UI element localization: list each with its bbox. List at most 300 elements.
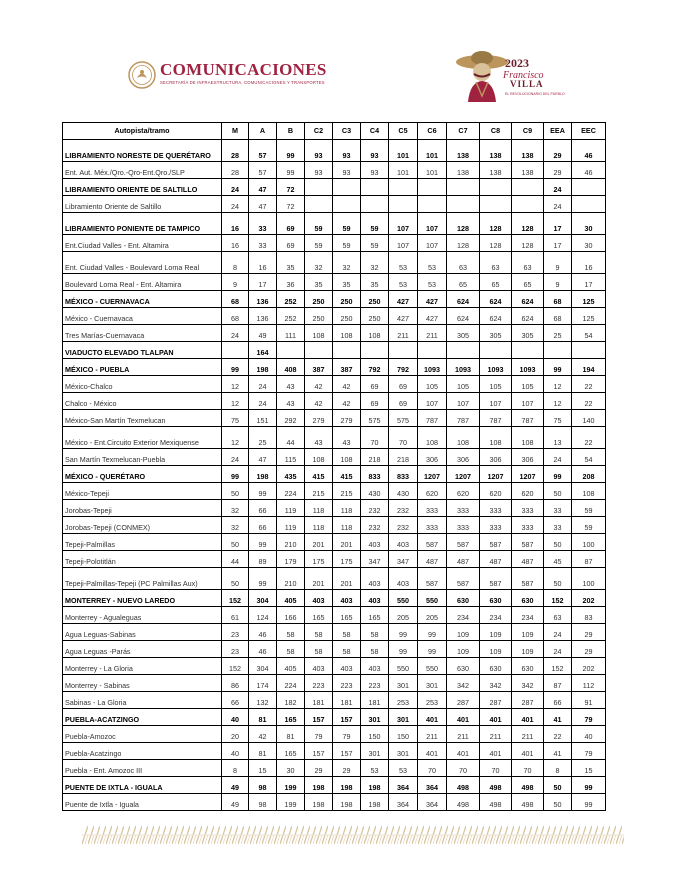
toll-cell: 624	[480, 308, 512, 325]
toll-cell: 138	[447, 140, 480, 162]
toll-cell: 35	[333, 274, 361, 291]
toll-cell: 182	[277, 692, 305, 709]
toll-cell: 72	[277, 196, 305, 213]
toll-cell: 624	[512, 308, 544, 325]
segment-name: Puebla - Ent. Amozoc III	[63, 760, 222, 777]
toll-cell: 107	[418, 213, 447, 235]
toll-cell: 24	[222, 449, 249, 466]
column-header-eea: EEA	[544, 123, 572, 140]
highway-name: PUENTE DE IXTLA - IGUALA	[63, 777, 222, 794]
toll-cell: 12	[544, 393, 572, 410]
toll-cell: 630	[480, 590, 512, 607]
table-section-row	[63, 709, 606, 726]
toll-cell: 179	[277, 551, 305, 568]
segment-name: Tres Marías-Cuernavaca	[63, 325, 222, 342]
toll-cell: 587	[447, 568, 480, 590]
toll-cell	[544, 342, 572, 359]
column-header-c8: C8	[480, 123, 512, 140]
toll-cell: 138	[480, 162, 512, 179]
table-row	[63, 252, 606, 274]
toll-cell: 108	[447, 427, 480, 449]
toll-cell: 333	[447, 517, 480, 534]
toll-cell: 12	[222, 427, 249, 449]
toll-cell: 194	[572, 359, 606, 376]
toll-cell: 333	[447, 500, 480, 517]
decorative-footer-band-icon	[82, 826, 624, 844]
toll-cell: 53	[418, 274, 447, 291]
toll-cell: 25	[249, 427, 277, 449]
toll-cell: 119	[277, 500, 305, 517]
toll-cell: 99	[544, 466, 572, 483]
toll-cell: 232	[389, 517, 418, 534]
table-row	[63, 393, 606, 410]
toll-cell: 305	[447, 325, 480, 342]
toll-cell: 333	[418, 500, 447, 517]
toll-cell: 53	[389, 274, 418, 291]
toll-cell: 42	[305, 376, 333, 393]
toll-cell: 68	[544, 308, 572, 325]
toll-cell: 630	[447, 658, 480, 675]
toll-cell: 108	[305, 325, 333, 342]
toll-cell: 250	[305, 291, 333, 308]
segment-name: México - Ent.Circuito Exterior Mexiquense	[63, 427, 222, 449]
toll-cell: 44	[222, 551, 249, 568]
toll-cell: 33	[544, 517, 572, 534]
toll-cell: 61	[222, 607, 249, 624]
toll-cell: 165	[333, 607, 361, 624]
toll-cell: 152	[544, 658, 572, 675]
toll-cell: 81	[277, 726, 305, 743]
toll-cell: 401	[447, 743, 480, 760]
toll-cell: 498	[480, 777, 512, 794]
toll-cell: 498	[512, 777, 544, 794]
toll-cell: 165	[277, 743, 305, 760]
toll-cell	[277, 342, 305, 359]
table-section-row	[63, 466, 606, 483]
toll-cell: 108	[418, 427, 447, 449]
toll-cell: 42	[333, 393, 361, 410]
segment-name: Puente de Ixtla - Iguala	[63, 794, 222, 811]
toll-cell: 68	[222, 308, 249, 325]
column-header-a: A	[249, 123, 277, 140]
toll-cell: 301	[361, 709, 389, 726]
toll-cell: 119	[277, 517, 305, 534]
year-label: 2023	[505, 56, 529, 70]
highway-name: MÉXICO - PUEBLA	[63, 359, 222, 376]
toll-cell: 57	[249, 162, 277, 179]
toll-cell: 401	[418, 709, 447, 726]
toll-cell: 43	[277, 376, 305, 393]
table-section-row	[63, 179, 606, 196]
table-row	[63, 376, 606, 393]
toll-cell: 70	[418, 760, 447, 777]
toll-cell: 415	[333, 466, 361, 483]
toll-cell: 157	[333, 743, 361, 760]
toll-cell: 415	[305, 466, 333, 483]
toll-cell: 53	[389, 760, 418, 777]
toll-cell: 50	[544, 794, 572, 811]
toll-cell: 24	[249, 393, 277, 410]
toll-cell	[418, 196, 447, 213]
toll-cell: 29	[544, 140, 572, 162]
segment-name: Boulevard Loma Real - Ent. Altamira	[63, 274, 222, 291]
toll-cell: 301	[389, 709, 418, 726]
toll-cell: 487	[418, 551, 447, 568]
toll-cell: 306	[418, 449, 447, 466]
table-row	[63, 427, 606, 449]
toll-cell	[512, 196, 544, 213]
toll-cell: 587	[512, 534, 544, 551]
toll-cell: 108	[512, 427, 544, 449]
toll-cell: 100	[572, 534, 606, 551]
toll-cell: 99	[222, 359, 249, 376]
segment-name: Agua Leguas -Parás	[63, 641, 222, 658]
column-header-c2: C2	[305, 123, 333, 140]
toll-cell	[480, 179, 512, 196]
toll-cell: 9	[544, 252, 572, 274]
toll-cell: 301	[418, 675, 447, 692]
toll-cell: 29	[544, 162, 572, 179]
toll-cell: 630	[512, 590, 544, 607]
segment-name: México-San Martín Texmelucan	[63, 410, 222, 427]
toll-table	[62, 122, 606, 811]
toll-cell: 427	[418, 291, 447, 308]
toll-cell: 181	[305, 692, 333, 709]
toll-cell: 403	[389, 534, 418, 551]
toll-cell: 306	[480, 449, 512, 466]
segment-name: México-Tepeji	[63, 483, 222, 500]
toll-cell: 487	[447, 551, 480, 568]
toll-cell: 136	[249, 308, 277, 325]
table-row	[63, 794, 606, 811]
toll-cell: 128	[447, 235, 480, 252]
highway-name: LIBRAMIENTO NORESTE DE QUERÉTARO	[63, 140, 222, 162]
toll-cell: 81	[249, 743, 277, 760]
toll-cell: 109	[480, 641, 512, 658]
toll-cell: 69	[389, 376, 418, 393]
toll-cell: 93	[333, 140, 361, 162]
toll-cell: 81	[249, 709, 277, 726]
toll-cell: 99	[418, 641, 447, 658]
toll-cell: 83	[572, 607, 606, 624]
toll-cell: 57	[249, 140, 277, 162]
toll-cell: 99	[249, 534, 277, 551]
toll-cell: 101	[418, 140, 447, 162]
toll-cell: 59	[361, 235, 389, 252]
column-header-eec: EEC	[572, 123, 606, 140]
toll-cell: 152	[544, 590, 572, 607]
toll-cell: 342	[480, 675, 512, 692]
toll-cell: 63	[480, 252, 512, 274]
toll-cell: 333	[480, 500, 512, 517]
table-row	[63, 726, 606, 743]
toll-cell: 22	[544, 726, 572, 743]
toll-cell: 427	[389, 308, 418, 325]
toll-cell: 46	[572, 162, 606, 179]
toll-cell: 232	[389, 500, 418, 517]
toll-cell: 630	[447, 590, 480, 607]
toll-cell: 405	[277, 590, 305, 607]
toll-cell: 210	[277, 568, 305, 590]
toll-cell: 44	[277, 427, 305, 449]
toll-cell: 250	[361, 308, 389, 325]
toll-cell	[361, 179, 389, 196]
toll-cell: 253	[389, 692, 418, 709]
toll-cell	[222, 342, 249, 359]
toll-cell: 43	[333, 427, 361, 449]
segment-name: México - Cuernavaca	[63, 308, 222, 325]
toll-cell: 50	[222, 534, 249, 551]
toll-cell: 46	[249, 641, 277, 658]
toll-cell: 387	[333, 359, 361, 376]
toll-cell	[333, 196, 361, 213]
toll-cell: 792	[389, 359, 418, 376]
toll-cell: 22	[572, 393, 606, 410]
toll-cell: 787	[447, 410, 480, 427]
toll-cell: 33	[249, 213, 277, 235]
toll-cell: 109	[512, 641, 544, 658]
toll-cell: 181	[361, 692, 389, 709]
toll-cell: 70	[389, 427, 418, 449]
toll-cell: 292	[277, 410, 305, 427]
toll-cell: 211	[389, 325, 418, 342]
toll-cell: 20	[222, 726, 249, 743]
segment-name: Tepeji-Polotitlán	[63, 551, 222, 568]
toll-cell: 63	[447, 252, 480, 274]
toll-cell: 208	[572, 466, 606, 483]
toll-cell: 115	[277, 449, 305, 466]
toll-cell: 86	[222, 675, 249, 692]
toll-cell: 50	[544, 534, 572, 551]
toll-cell: 202	[572, 658, 606, 675]
toll-cell: 24	[222, 196, 249, 213]
table-section-row	[63, 213, 606, 235]
toll-cell: 47	[249, 196, 277, 213]
toll-cell: 99	[249, 483, 277, 500]
toll-cell: 105	[480, 376, 512, 393]
toll-cell: 108	[572, 483, 606, 500]
toll-cell: 201	[333, 568, 361, 590]
table-row	[63, 607, 606, 624]
toll-cell: 79	[572, 709, 606, 726]
toll-cell	[305, 342, 333, 359]
toll-cell: 58	[277, 641, 305, 658]
toll-cell: 224	[277, 483, 305, 500]
toll-cell: 17	[572, 274, 606, 291]
toll-cell: 43	[305, 427, 333, 449]
segment-name: Tepeji-Palmillas	[63, 534, 222, 551]
toll-cell: 198	[361, 794, 389, 811]
toll-cell	[480, 342, 512, 359]
toll-cell: 403	[333, 658, 361, 675]
segment-name: Sabinas - La Gloria	[63, 692, 222, 709]
toll-cell: 43	[277, 393, 305, 410]
toll-cell: 32	[333, 252, 361, 274]
toll-cell: 99	[222, 466, 249, 483]
toll-cell: 107	[480, 393, 512, 410]
toll-cell: 53	[389, 252, 418, 274]
toll-cell: 403	[305, 590, 333, 607]
toll-cell: 79	[333, 726, 361, 743]
toll-cell: 36	[277, 274, 305, 291]
segment-name: Chalco - México	[63, 393, 222, 410]
table-section-row	[63, 291, 606, 308]
toll-cell: 301	[389, 743, 418, 760]
toll-cell: 787	[418, 410, 447, 427]
toll-cell: 234	[480, 607, 512, 624]
toll-cell: 40	[222, 743, 249, 760]
toll-cell: 98	[249, 777, 277, 794]
toll-cell: 40	[572, 726, 606, 743]
segment-name: Monterrey - La Gloria	[63, 658, 222, 675]
toll-cell: 128	[447, 213, 480, 235]
table-section-row	[63, 590, 606, 607]
highway-name: VIADUCTO ELEVADO TLALPAN	[63, 342, 222, 359]
toll-cell: 99	[418, 624, 447, 641]
toll-cell: 166	[277, 607, 305, 624]
toll-cell: 132	[249, 692, 277, 709]
toll-cell: 29	[572, 641, 606, 658]
toll-cell	[361, 342, 389, 359]
toll-cell: 287	[480, 692, 512, 709]
table-row	[63, 675, 606, 692]
toll-cell: 587	[512, 568, 544, 590]
table-row	[63, 449, 606, 466]
toll-cell: 32	[222, 500, 249, 517]
toll-cell: 218	[389, 449, 418, 466]
toll-cell: 210	[277, 534, 305, 551]
toll-cell: 42	[249, 726, 277, 743]
toll-cell: 498	[480, 794, 512, 811]
table-row	[63, 743, 606, 760]
toll-cell: 833	[389, 466, 418, 483]
toll-cell: 58	[361, 641, 389, 658]
toll-cell: 279	[333, 410, 361, 427]
toll-cell: 8	[222, 760, 249, 777]
toll-cell: 157	[333, 709, 361, 726]
toll-cell: 198	[249, 359, 277, 376]
toll-cell: 58	[333, 624, 361, 641]
toll-cell: 128	[480, 235, 512, 252]
toll-cell: 66	[249, 517, 277, 534]
toll-cell: 23	[222, 641, 249, 658]
toll-cell: 72	[277, 179, 305, 196]
toll-cell: 587	[418, 534, 447, 551]
segment-name: Ent. Ciudad Valles - Boulevard Loma Real	[63, 252, 222, 274]
toll-cell: 157	[305, 743, 333, 760]
toll-cell: 59	[333, 213, 361, 235]
toll-cell: 427	[389, 291, 418, 308]
toll-cell: 401	[480, 709, 512, 726]
toll-cell: 50	[544, 568, 572, 590]
toll-cell	[305, 196, 333, 213]
toll-cell: 33	[544, 500, 572, 517]
toll-cell: 333	[512, 500, 544, 517]
highway-name: MÉXICO - CUERNAVACA	[63, 291, 222, 308]
toll-cell: 99	[389, 624, 418, 641]
toll-cell: 401	[418, 743, 447, 760]
toll-cell: 69	[277, 235, 305, 252]
table-section-row	[63, 777, 606, 794]
toll-cell: 364	[389, 794, 418, 811]
toll-cell: 58	[305, 624, 333, 641]
org-subtitle: SECRETARÍA DE INFRAESTRUCTURA, COMUNICACIONES Y TRANSPORTES	[160, 80, 325, 85]
toll-cell: 108	[480, 427, 512, 449]
toll-cell: 29	[333, 760, 361, 777]
toll-cell: 630	[480, 658, 512, 675]
column-header-c6: C6	[418, 123, 447, 140]
toll-cell: 9	[544, 274, 572, 291]
toll-cell: 301	[361, 743, 389, 760]
table-row	[63, 692, 606, 709]
toll-cell: 17	[544, 213, 572, 235]
toll-cell: 24	[222, 325, 249, 342]
toll-cell: 151	[249, 410, 277, 427]
toll-cell: 201	[333, 534, 361, 551]
table-row	[63, 274, 606, 291]
toll-cell: 624	[480, 291, 512, 308]
toll-cell: 124	[249, 607, 277, 624]
segment-name: Monterrey - Sabinas	[63, 675, 222, 692]
toll-cell: 30	[572, 213, 606, 235]
toll-cell	[389, 179, 418, 196]
toll-cell: 8	[544, 760, 572, 777]
toll-cell: 41	[544, 743, 572, 760]
toll-cell: 66	[249, 500, 277, 517]
toll-cell: 105	[418, 376, 447, 393]
segment-name: Ent.Ciudad Valles - Ent. Altamira	[63, 235, 222, 252]
toll-cell: 99	[249, 568, 277, 590]
toll-cell: 16	[572, 252, 606, 274]
toll-cell: 49	[249, 325, 277, 342]
toll-cell: 342	[512, 675, 544, 692]
table-row	[63, 162, 606, 179]
toll-cell: 8	[222, 252, 249, 274]
column-header-c4: C4	[361, 123, 389, 140]
toll-cell	[572, 196, 606, 213]
toll-cell: 1207	[512, 466, 544, 483]
toll-cell: 99	[389, 641, 418, 658]
column-header-c3: C3	[333, 123, 361, 140]
toll-cell: 69	[389, 393, 418, 410]
toll-cell: 624	[447, 308, 480, 325]
toll-cell: 108	[333, 325, 361, 342]
toll-cell: 165	[277, 709, 305, 726]
toll-cell: 125	[572, 291, 606, 308]
toll-cell: 487	[512, 551, 544, 568]
toll-cell: 587	[480, 568, 512, 590]
toll-cell: 138	[512, 162, 544, 179]
table-row	[63, 658, 606, 675]
toll-cell: 79	[572, 743, 606, 760]
toll-cell: 101	[389, 162, 418, 179]
toll-cell: 24	[544, 449, 572, 466]
eagle-seal-icon	[128, 61, 156, 89]
toll-cell: 787	[480, 410, 512, 427]
toll-cell: 165	[305, 607, 333, 624]
toll-cell: 53	[361, 760, 389, 777]
toll-cell: 198	[305, 794, 333, 811]
toll-cell: 30	[277, 760, 305, 777]
toll-cell	[480, 196, 512, 213]
toll-cell: 46	[249, 624, 277, 641]
toll-cell: 42	[333, 376, 361, 393]
toll-cell: 93	[305, 140, 333, 162]
toll-cell: 99	[572, 777, 606, 794]
toll-cell: 333	[418, 517, 447, 534]
toll-cell: 93	[361, 140, 389, 162]
toll-cell: 150	[389, 726, 418, 743]
